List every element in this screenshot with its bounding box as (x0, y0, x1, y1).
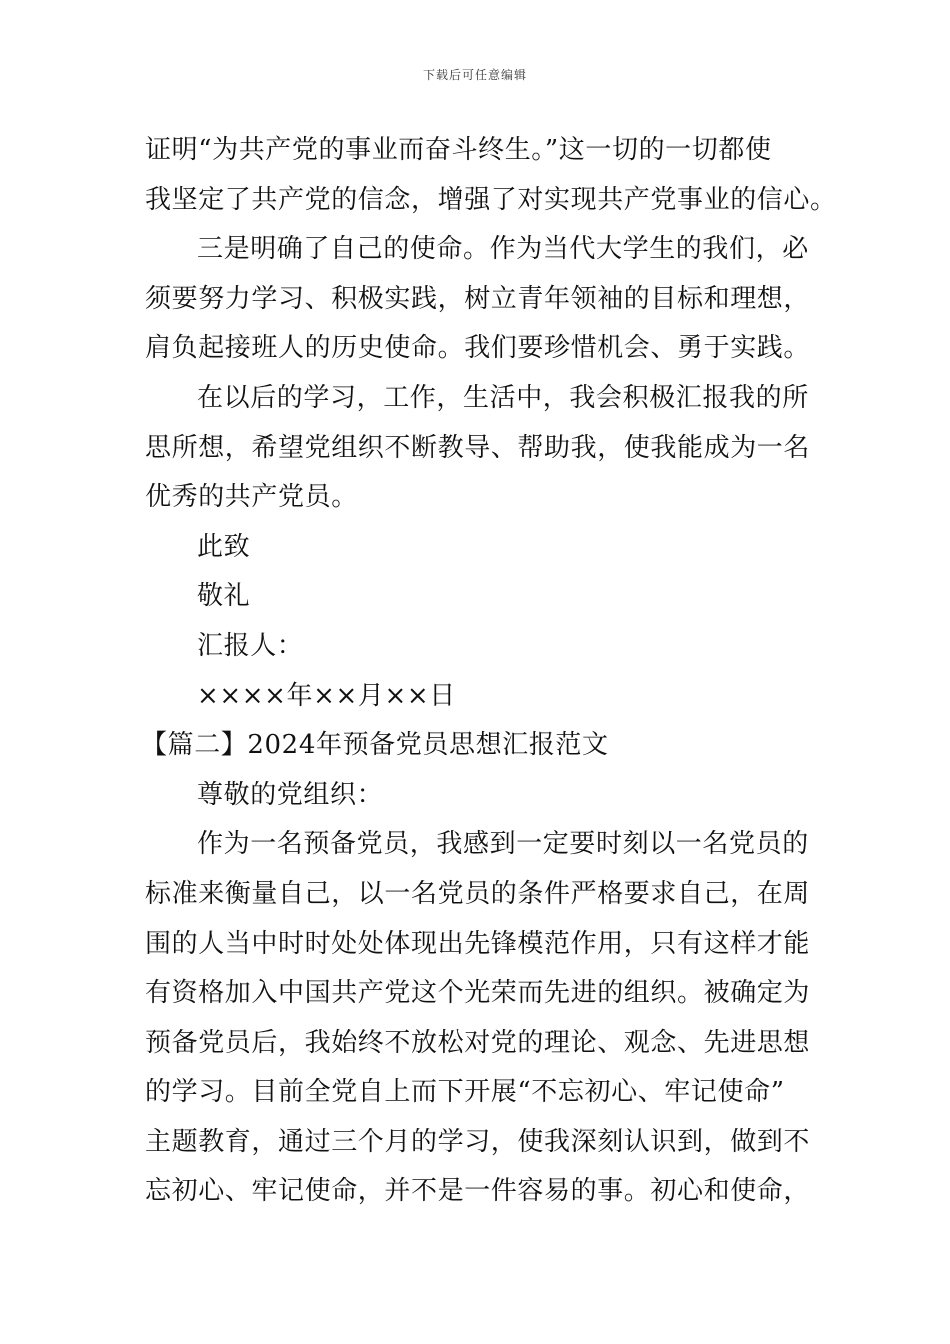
paragraph-line: 须要努力学习、积极实践，树立青年领袖的目标和理想， (145, 283, 811, 314)
closing-salutation: 此致 (197, 531, 251, 562)
page-header: 下载后可任意编辑 (422, 68, 527, 82)
paragraph-line: 证明“为共产党的事业而奋斗终生。”这一切的一切都使 (145, 135, 772, 165)
document-body (141, 126, 837, 1217)
paragraph-line: 在以后的学习，工作，生活中，我会积极汇报我的所 (197, 382, 809, 413)
paragraph-line: 思所想，希望党组织不断教导、帮助我，使我能成为一名 (145, 432, 811, 463)
paragraph-line: 标准来衡量自己，以一名党员的条件严格要求自己，在周 (145, 878, 811, 909)
closing-regards: 敬礼 (197, 581, 251, 612)
paragraph-line: 肩负起接班人的历史使命。我们要珍惜机会、勇于实践。 (145, 333, 811, 364)
reporter-label: 汇报人： (197, 630, 304, 661)
paragraph-line: 围的人当中时时处处体现出先锋模范作用，只有这样才能 (145, 928, 811, 959)
paragraph-line: 我坚定了共产党的信念，增强了对实现共产党事业的信心。 (145, 184, 837, 215)
section-heading: 【篇二】2024年预备党员思想汇报范文 (141, 730, 609, 761)
paragraph-line: 主题教育，通过三个月的学习，使我深刻认识到，做到不 (145, 1126, 811, 1157)
paragraph-line: 优秀的共产党员。 (145, 482, 358, 513)
paragraph-line: 有资格加入中国共产党这个光荣而先进的组织。被确定为 (145, 978, 811, 1009)
paragraph-line: 三是明确了自己的使命。作为当代大学生的我们，必 (197, 234, 809, 265)
report-date: ××××年××月××日 (197, 680, 456, 711)
paragraph-line: 忘初心、牢记使命，并不是一件容易的事。初心和使命， (145, 1176, 811, 1207)
paragraph-line: 预备党员后，我始终不放松对党的理论、观念、先进思想 (145, 1027, 811, 1058)
paragraph-line: 的学习。目前全党自上而下开展“不忘初心、牢记使命” (145, 1077, 785, 1108)
paragraph-line: 作为一名预备党员，我感到一定要时刻以一名党员的 (197, 829, 809, 860)
letter-greeting: 尊敬的党组织： (197, 779, 384, 810)
